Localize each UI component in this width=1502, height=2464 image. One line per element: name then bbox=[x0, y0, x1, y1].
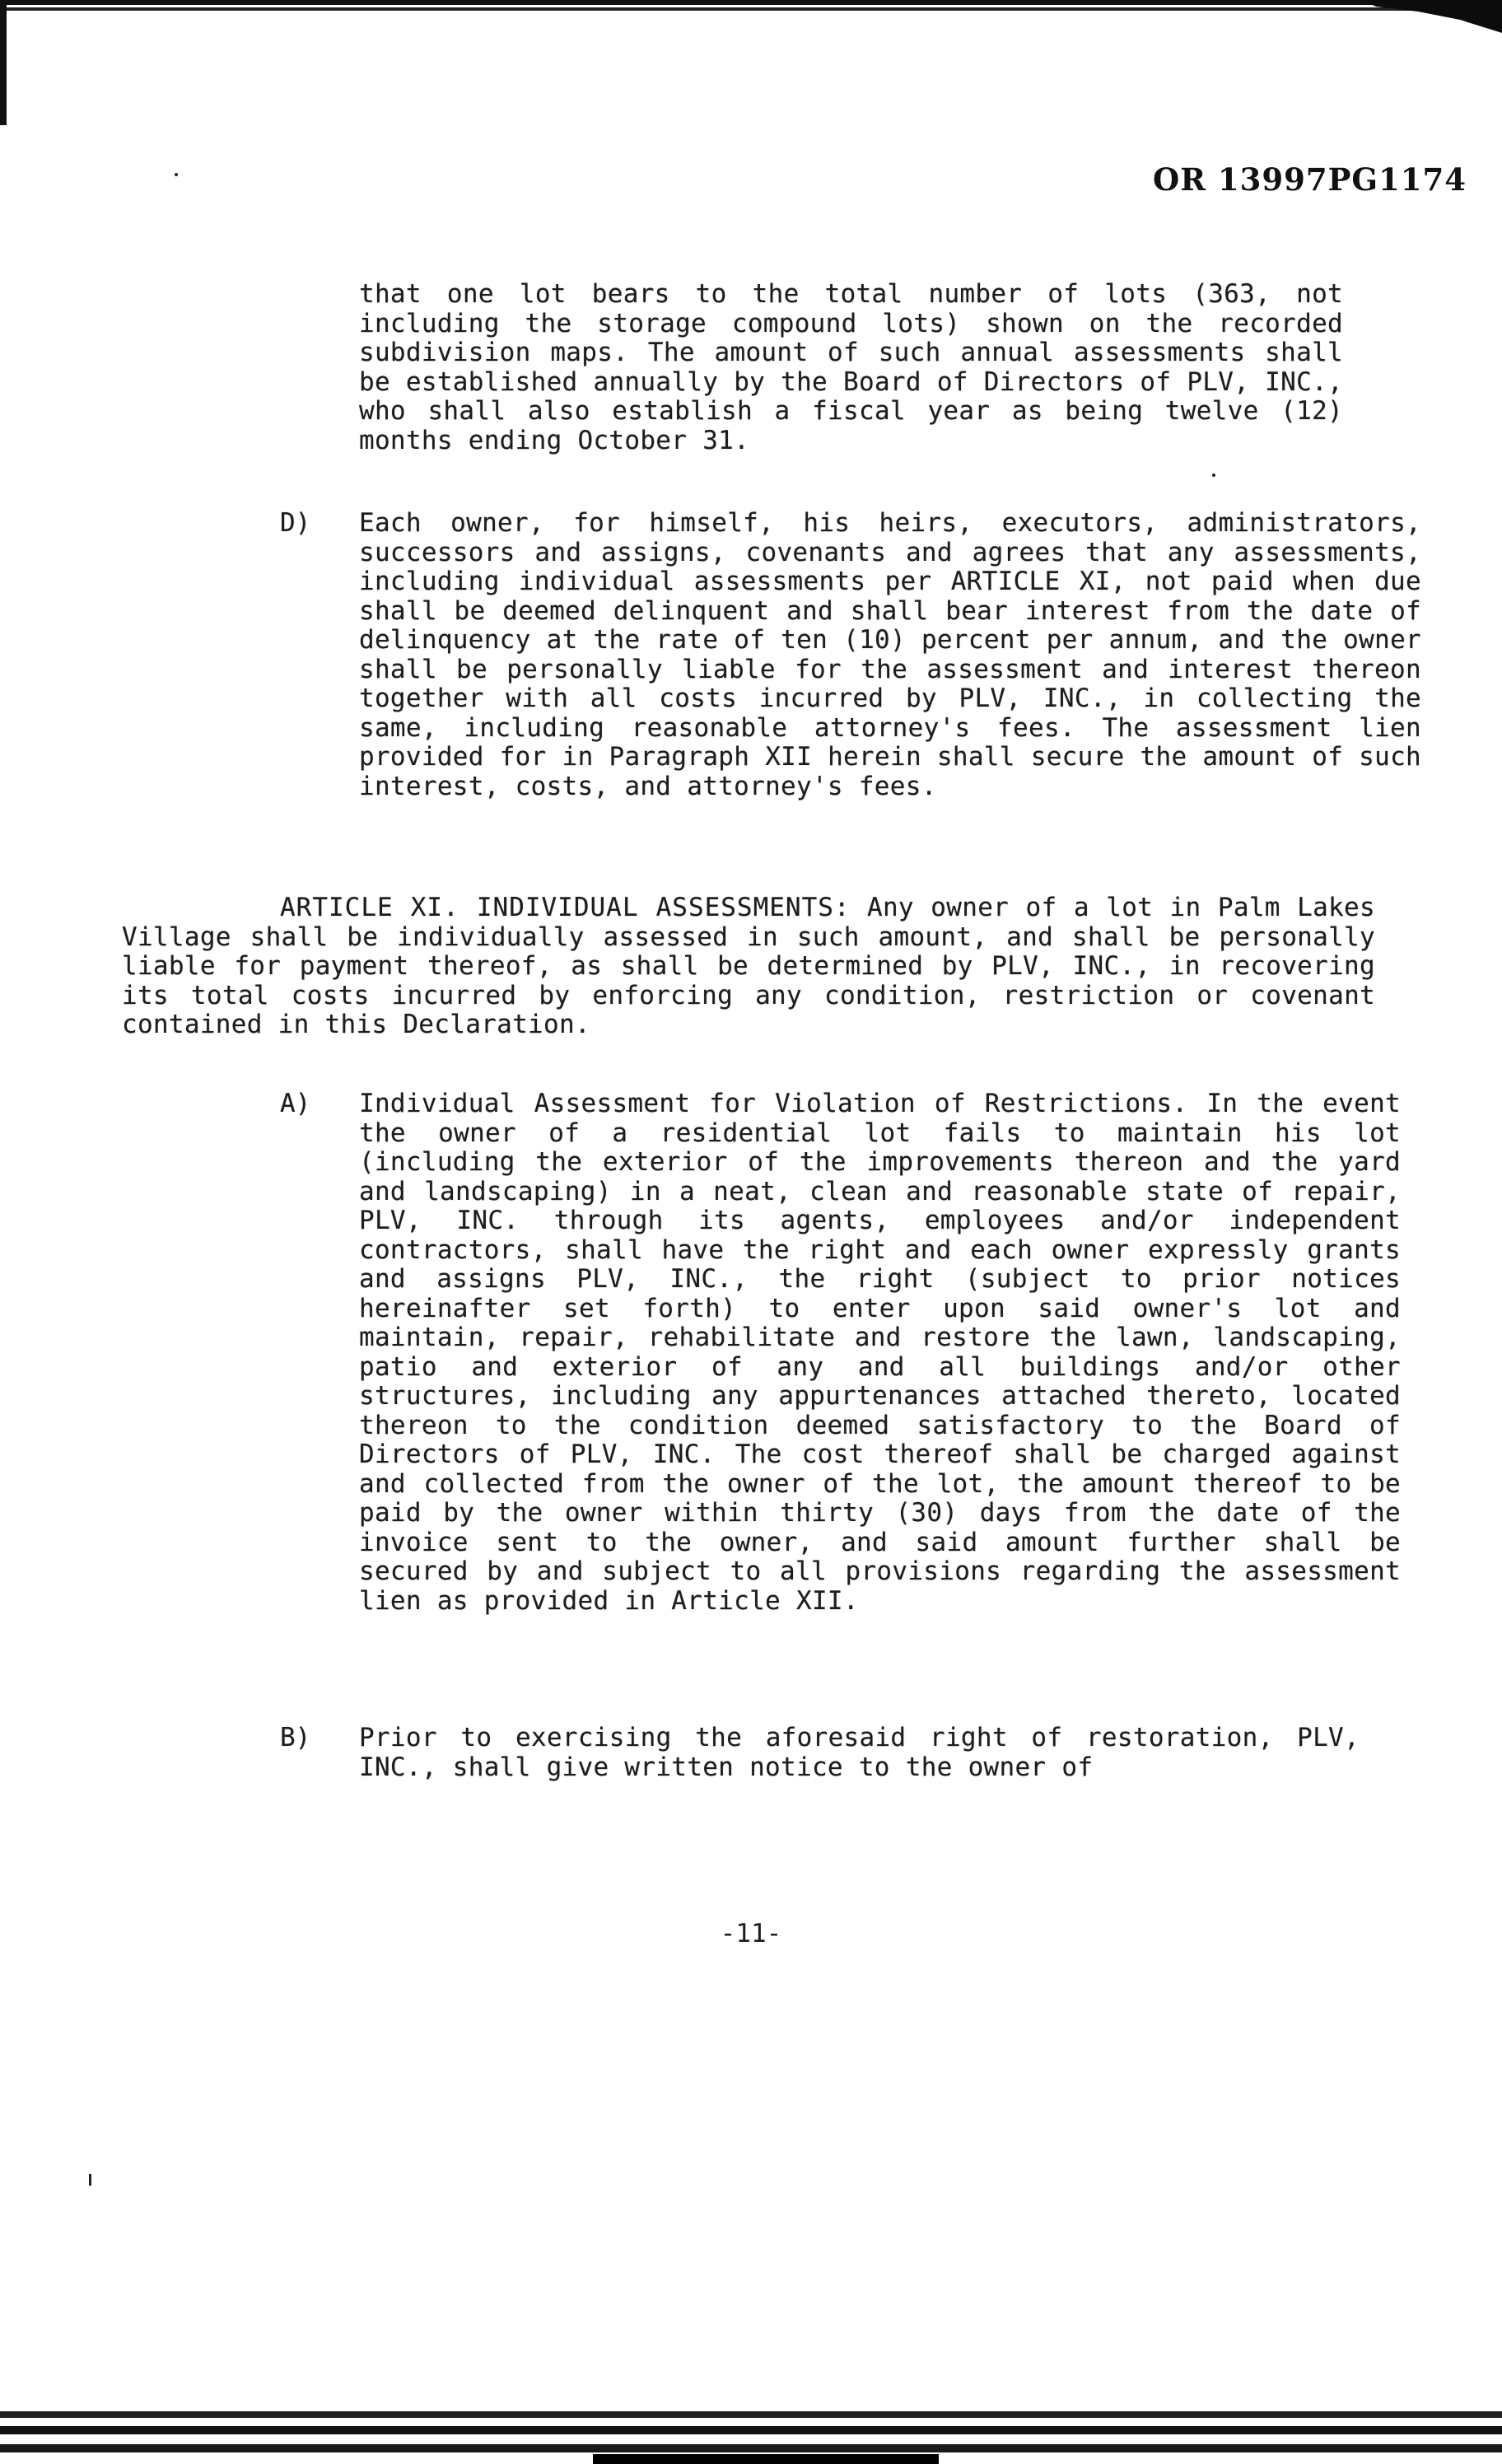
scan-bottom-mark bbox=[593, 2454, 939, 2464]
paragraph-continuation: that one lot bears to the total number of lots (363, not including the storage compound lots) shown on the recorded subdivision maps. The amount of such annual assessments shall be established annually by the Board of Directors of PLV, INC., who shall also establish a fiscal year as being twelve (12) months ending October 31. bbox=[359, 279, 1343, 455]
paragraph-a: Individual Assessment for Violation of Restrictions. In the event the owner of a residential lot fails to maintain his lot (including the exterior of the improvements thereon and the yard and landscaping) in a neat, clean and reasonable state of repair, PLV, INC. through its agents, employees and/or independent contractors, shall have the right and each owner expressly grants and assigns PLV, INC., the right (subject to prior notices hereinafter set forth) to enter upon said owner's lot and maintain, repair, rehabilitate and restore the lawn, landscaping, patio and exterior of any and all buildings and/or other structures, including any appurtenances attached thereto, located thereon to the condition deemed satisfactory to the Board of Directors of PLV, INC. The cost thereof shall be charged against and collected from the owner of the lot, the amount thereof to be paid by the owner within thirty (30) days from the date of the invoice sent to the owner, and said amount further shall be secured by and subject to all provisions regarding the assessment lien as provided in Article XII. bbox=[359, 1089, 1401, 1616]
article-heading: ARTICLE XI. INDIVIDUAL ASSESSMENTS: bbox=[280, 893, 851, 922]
article-text: Any owner of a lot in Palm Lakes Village shall be individually assessed in such amount, and shall be personally liable for payment thereof, as shall be determined by PLV, INC., in recovering its total costs incurred by enforcing any condition, restriction or covenant contained in this Declaration. bbox=[122, 893, 1375, 1039]
page-number: -11- bbox=[720, 1919, 782, 1948]
paragraph-b: Prior to exercising the aforesaid right of restoration, PLV, INC., shall give written notice to the owner of bbox=[359, 1723, 1360, 1782]
scan-speck bbox=[89, 2174, 91, 2186]
list-marker-b: B) bbox=[280, 1723, 311, 1752]
list-marker-a: A) bbox=[280, 1089, 311, 1118]
scan-bottom-edge bbox=[0, 2390, 1502, 2464]
article-xi-paragraph bbox=[122, 894, 1375, 1040]
official-record-number: OR 13997PG1174 bbox=[1153, 161, 1467, 198]
scan-speck bbox=[1212, 474, 1215, 477]
scan-top-edge bbox=[0, 0, 1502, 20]
list-marker-d: D) bbox=[280, 508, 311, 538]
article-spacer bbox=[851, 893, 867, 922]
scan-left-edge bbox=[0, 0, 7, 125]
scan-speck bbox=[175, 173, 178, 176]
paragraph-d: Each owner, for himself, his heirs, executors, administrators, successors and assigns, covenants and agrees that any assessments, including individual assessments per ARTICLE XI, not paid when due shall be deemed delinquent and shall bear interest from the date of delinquency at the rate of ten (10) percent per annum, and the owner shall be personally liable for the assessment and interest thereon together with all costs incurred by PLV, INC., in collecting the same, including reasonable attorney's fees. The assessment lien provided for in Paragraph XII herein shall secure the amount of such interest, costs, and attorney's fees. bbox=[359, 508, 1421, 801]
